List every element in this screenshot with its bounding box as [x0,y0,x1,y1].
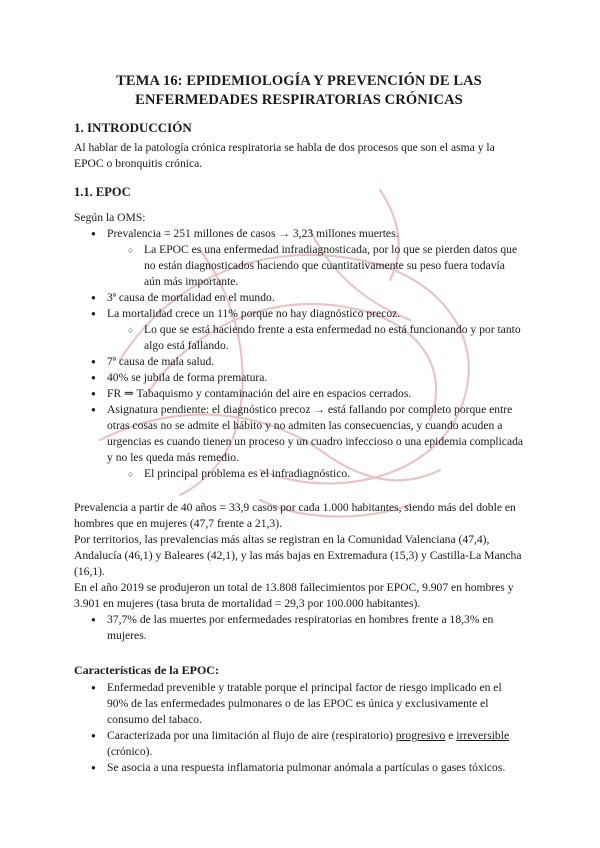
caracteristicas-heading: Características de la EPOC: [74,663,219,677]
bullet-jubilacion: ● 40% se jubila de forma prematura. [74,370,524,386]
limitacion-text-post: (crónico). [107,745,153,758]
caracteristica-limitacion-flujo [74,728,524,760]
bullet-asignatura-pendiente: ● Asignatura pendiente: el diagnóstico precoz → está fallando por completo porque entre otras cosas no se admite el hábito y no admiten las consecuencias, y cuando acuden a urgencias es cuando tienen un proceso y un cuadro infeccioso o una epidemia complicada y no les queda más remedio. [74,402,524,466]
caracteristicas-list [74,680,524,776]
subbullet-algo-falla: ○ Lo que se está haciendo frente a esta enfermedad no está funcionando y por tanto algo está fallando. [74,322,524,354]
bullet-mortalidad-crece: ● La mortalidad crece un 11% porque no hay diagnóstico precoz. [74,306,524,322]
bullet-factores-riesgo: ● FR ⇒ Tabaquismo y contaminación del aire en espacios cerrados. [74,386,524,402]
subbullet-infradiagnosticada: ○ La EPOC es una enfermedad infradiagnosticada, por lo que se pierden datos que no están diagnosticados haciendo que cuantitativamente su peso fuera todavía aún más importante. [74,242,524,290]
oms-label: Según la OMS: [74,211,146,224]
subbullet-infradiagnostico: ○ El principal problema es el infradiagnóstico. [74,466,524,482]
title-line-1: TEMA 16: EPIDEMIOLOGÍA Y PREVENCIÓN DE LAS [116,73,482,89]
caracteristica-prevenible: ● Enfermedad prevenible y tratable porque el principal factor de riesgo implicado en el 90% de las enfermedades pulmonares o de las EPOC es única y exclusivamente el consumo del tabaco. [74,680,524,728]
bullet-prevalencia: ● Prevalencia = 251 millones de casos → 3,23 millones muertes. [74,226,524,242]
muertes-bullet-list [74,612,524,644]
limitacion-text-mid: e [445,729,457,742]
caracteristica-respuesta-inflamatoria: ● Se asocia a una respuesta inflamatoria pulmonar anómala a partículas o gases tóxicos. [74,760,524,776]
bullet-mala-salud: ● 7ª causa de mala salud. [74,354,524,370]
oms-bullet-list [74,226,524,482]
page-title [74,72,524,110]
paragraph-territorios: Por territorios, las prevalencias más altas se registran en la Comunidad Valenciana (47,4), Andalucía (46,1) y Baleares (42,1), y las más bajas en Extremadura (15,3) y Castilla-La Mancha (16,1). [74,533,522,578]
underlined-irreversible: irreversible [456,729,510,742]
bullet-muertes-hombres-mujeres: ● 37,7% de las muertes por enfermedades respiratorias en hombres frente a 18,3% en mujeres. [74,612,524,644]
title-line-2: ENFERMEDADES RESPIRATORIAS CRÓNICAS [135,92,463,108]
section-heading-introduccion: 1. INTRODUCCIÓN [74,120,192,135]
paragraph-fallecimientos: En el año 2019 se produjeron un total de 13.808 fallecimientos por EPOC, 9.907 en hombres y 3.901 en mujeres (tasa bruta de mortalidad = 29,3 por 100.000 habitantes). [74,581,514,610]
section-heading-epoc: 1.1. EPOC [74,185,131,199]
paragraph-prevalencia-40: Prevalencia a partir de 40 años = 33,9 casos por cada 1.000 habitantes, siendo más del doble en hombres que en mujeres (47,7 frente a 21,3). [74,501,516,530]
document-content [74,72,524,776]
intro-paragraph: Al hablar de la patología crónica respiratoria se habla de dos procesos que son el asma y la EPOC o bronquitis crónica. [74,141,495,170]
underlined-progresivo: progresivo [395,729,446,742]
limitacion-text-pre: Caracterizada por una limitación al flujo de aire (respiratorio) [107,729,396,742]
bullet-causa-mortalidad: ● 3ª causa de mortalidad en el mundo. [74,290,524,306]
